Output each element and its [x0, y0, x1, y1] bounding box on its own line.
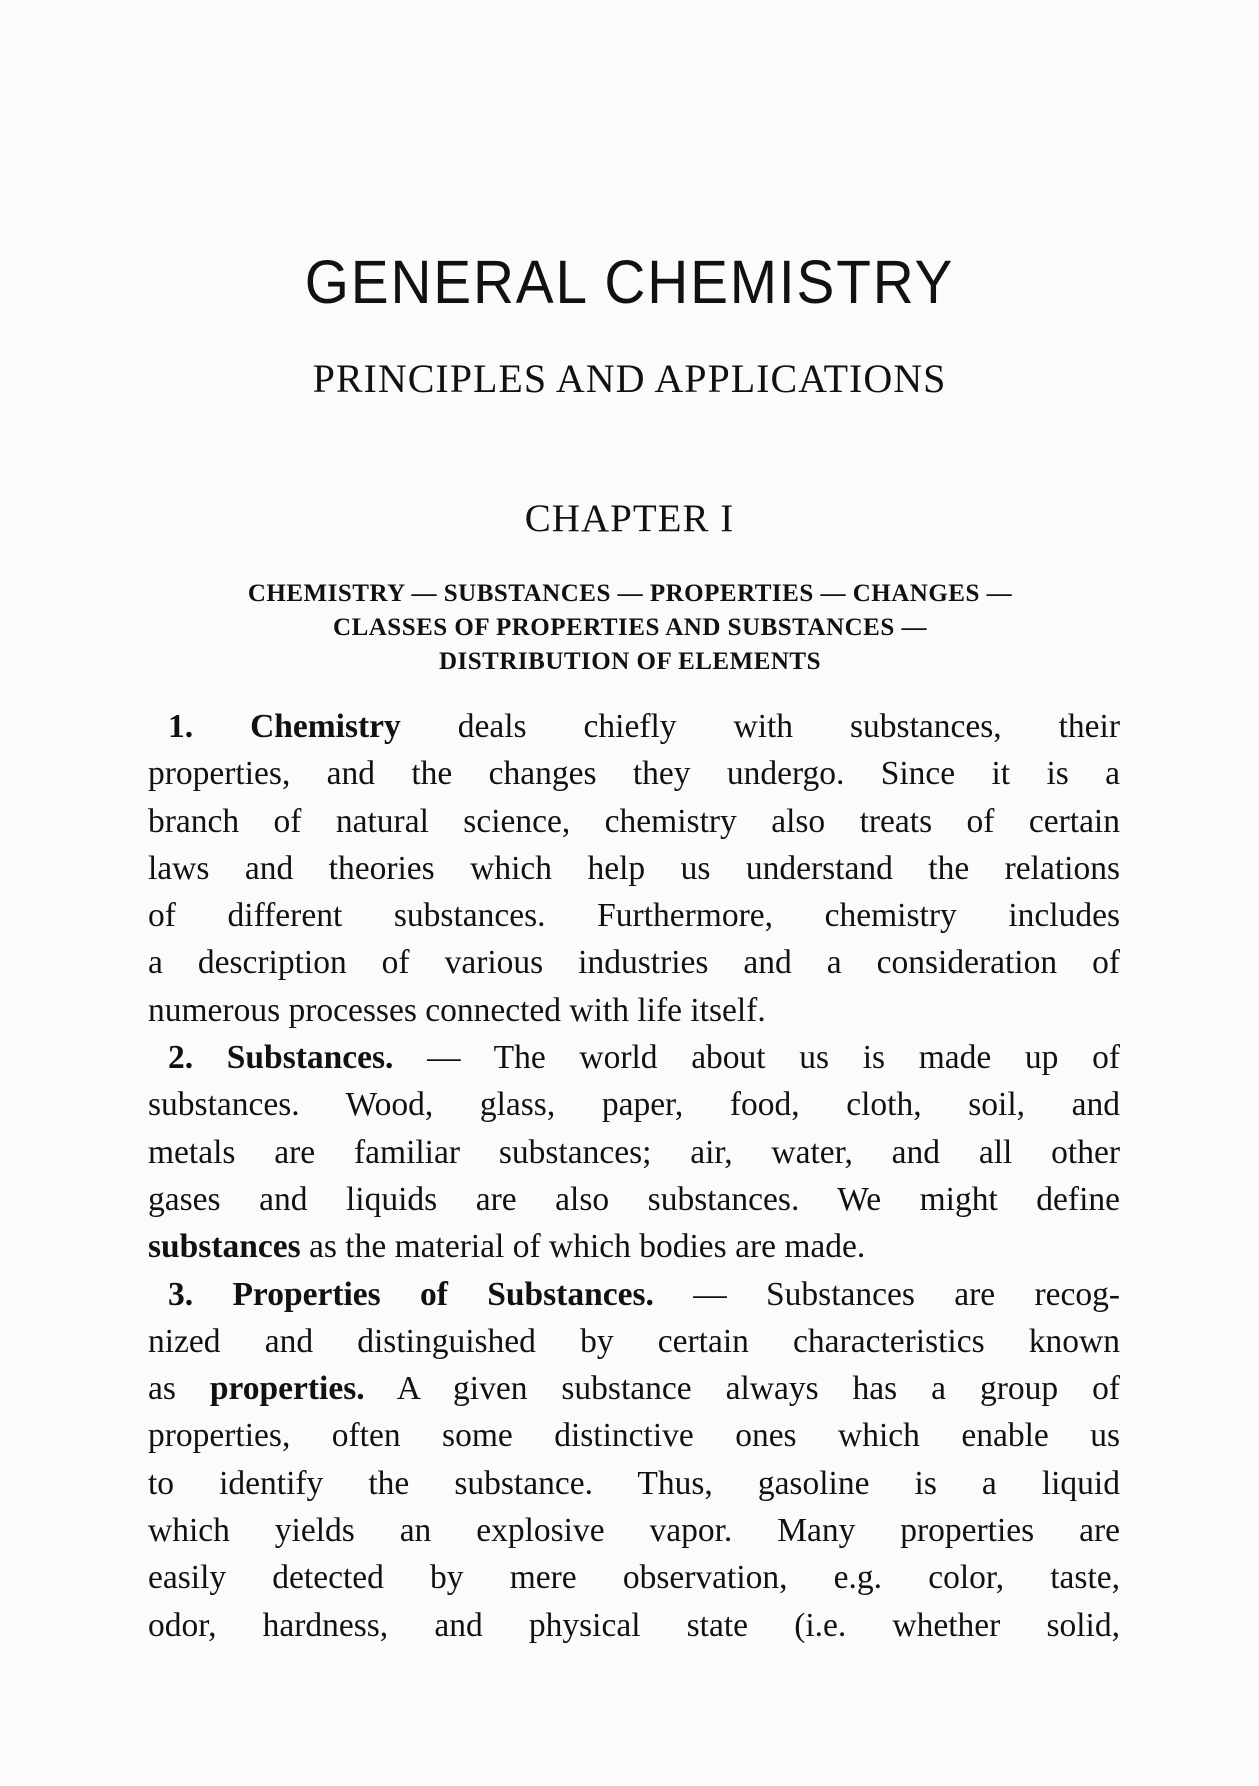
chapter-summary: [140, 577, 1120, 679]
section-number: 1.: [168, 708, 194, 745]
text-line: [148, 1271, 1120, 1318]
section-heading: Properties of Substances.: [232, 1275, 654, 1313]
book-title: GENERAL CHEMISTRY: [304, 248, 955, 316]
section-number: 3.: [168, 1275, 194, 1313]
text-line: gases and liquids are also substances. We might define: [148, 1180, 1120, 1218]
text-line: [148, 1034, 1120, 1081]
text-line: easily detected by mere observation, e.g. color, taste,: [148, 1559, 1120, 1597]
defined-term: substances: [148, 1228, 301, 1266]
text-line: properties, often some distinctive ones which enable us: [148, 1417, 1120, 1455]
text-line: of different substances. Furthermore, chemistry includes: [148, 897, 1120, 935]
text-line: a description of various industries and a consideration of: [148, 944, 1120, 982]
text-run: — Substances are recog-: [653, 1275, 1121, 1313]
text-line: numerous processes connected with life itself.: [148, 991, 766, 1029]
text-run: deals chiefly with substances, their: [400, 708, 1120, 745]
text-line: which yields an explosive vapor. Many properties are: [148, 1512, 1120, 1550]
text-line: substances. Wood, glass, paper, food, cloth, soil, and: [148, 1086, 1120, 1124]
section-paragraph: [148, 1034, 1120, 1270]
chapter-heading: CHAPTER I: [524, 497, 735, 540]
chapter-summary-line: DISTRIBUTION OF ELEMENTS: [439, 648, 821, 675]
text-line: laws and theories which help us understand the relations: [148, 849, 1120, 887]
text-line: branch of natural science, chemistry also treats of certain: [148, 802, 1120, 840]
text-run: — The world about us is made up of: [393, 1039, 1120, 1077]
section-number: 2.: [168, 1039, 194, 1077]
chapter-summary-line: CLASSES OF PROPERTIES AND SUBSTANCES —: [333, 614, 927, 641]
text-line: [148, 1365, 1120, 1412]
text-line: [148, 1223, 1120, 1270]
section-paragraph: [148, 703, 1120, 1034]
section-paragraph: [148, 1271, 1120, 1649]
defined-term: properties.: [209, 1370, 365, 1408]
chapter-summary-line: CHEMISTRY — SUBSTANCES — PROPERTIES — CHANGES —: [247, 580, 1013, 607]
section-heading: Substances.: [226, 1039, 394, 1077]
text-line: odor, hardness, and physical state (i.e. whether solid,: [148, 1606, 1120, 1644]
book-subtitle: PRINCIPLES AND APPLICATIONS: [312, 356, 947, 401]
body-text: [148, 703, 1120, 1649]
text-line: properties, and the changes they undergo. Since it is a: [148, 755, 1120, 793]
text-line: to identify the substance. Thus, gasoline is a liquid: [148, 1464, 1120, 1502]
text-line: [148, 703, 1120, 750]
text-line: nized and distinguished by certain characteristics known: [148, 1322, 1120, 1360]
section-heading: Chemistry: [250, 708, 401, 745]
text-line: metals are familiar substances; air, water, and all other: [148, 1133, 1120, 1171]
text-run: as the material of which bodies are made.: [300, 1228, 866, 1266]
text-run: as: [148, 1370, 210, 1408]
text-run: A given substance always has a group of: [364, 1370, 1120, 1408]
